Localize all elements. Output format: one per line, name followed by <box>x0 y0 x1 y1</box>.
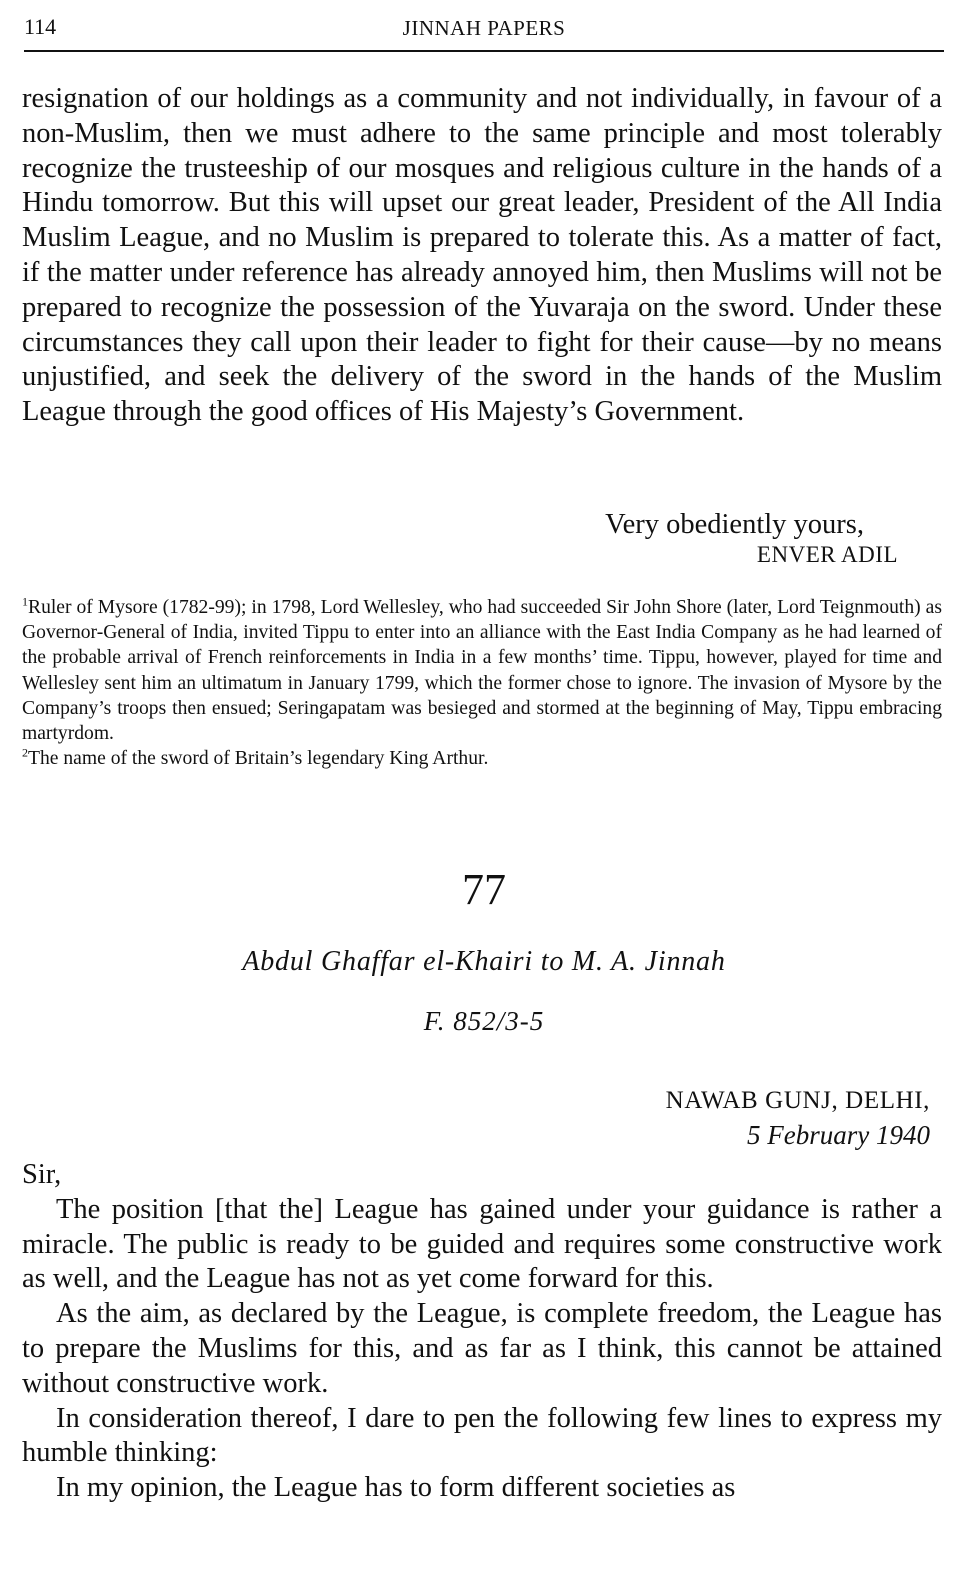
salutation: Sir, <box>22 1159 62 1190</box>
letter-signature: ENVER ADIL <box>756 542 898 567</box>
document-number: 77 <box>462 865 506 914</box>
letter-paragraph: In my opinion, the League has to form different societies as <box>56 1472 736 1504</box>
running-title: JINNAH PAPERS <box>402 16 566 40</box>
footnote-mark: 2 <box>22 745 28 760</box>
footnotes <box>22 595 942 771</box>
footnote-2 <box>22 746 942 771</box>
header-rule <box>24 50 944 52</box>
new-letter-text <box>22 1158 942 1506</box>
footnote-1 <box>22 595 942 746</box>
continued-paragraph: resignation of our holdings as a community and not individually, in favour of a non-Muslim, then we must adhere to the same principle and most tolerably recognize the trusteeship of our mosques and religious culture in the hands of a Hindu tomorrow. But this will upset our great leader, President of the All India Muslim League, and no Muslim is prepared to tolerate this. As a matter of fact, if the matter under reference has already annoyed him, then Muslims will not be prepared to recognize the possession of the Yuvaraja on the sword. Under these circumstances they call upon their leader to fight for their cause—by no means unjustified, and seek the delivery of the sword in the hands of the Muslim League through the good offices of His Majesty’s Government. <box>22 83 942 428</box>
page-number: 114 <box>24 14 57 39</box>
page-header <box>24 14 944 44</box>
footnote-text: Ruler of Mysore (1782-99); in 1798, Lord Wellesley, who had succeeded Sir John Shore (later, Lord Teignmouth) as Governor-General of India, invited Tippu to enter into an alliance with the East India Company as he had learned of the probable arrival of French reinforcements in India in a few months’ time. Tippu, however, played for time and Wellesley sent him an ultimatum in January 1799, which the former chose to ignore. The invasion of Mysore by the Company’s troops then ensued; Seringapatam was besieged and stormed at the beginning of May, Tippu embracing martyrdom. <box>22 597 942 745</box>
document-reference: F. 852/3-5 <box>423 1006 545 1036</box>
footnote-mark: 1 <box>22 594 28 609</box>
letter-paragraph: The position [that the] League has gained under your guidance is rather a miracle. The public is ready to be guided and requires some constructive work as well, and the League has not as yet come forward for this. <box>22 1193 942 1295</box>
letter-date: 5 February 1940 <box>747 1120 930 1150</box>
footnote-text: The name of the sword of Britain’s legendary King Arthur. <box>28 748 489 770</box>
letter-paragraph: In consideration thereof, I dare to pen the following few lines to express my humble thinking: <box>22 1402 942 1469</box>
document-title: Abdul Ghaffar el-Khairi to M. A. Jinnah <box>242 946 726 977</box>
letter-closing: Very obediently yours, <box>605 509 864 540</box>
continued-letter-text <box>22 82 942 430</box>
letter-place: NAWAB GUNJ, DELHI, <box>665 1087 930 1114</box>
letter-paragraph: As the aim, as declared by the League, is complete freedom, the League has to prepare the Muslims for this, and as far as I think, this cannot be attained without constructive work. <box>22 1298 942 1399</box>
